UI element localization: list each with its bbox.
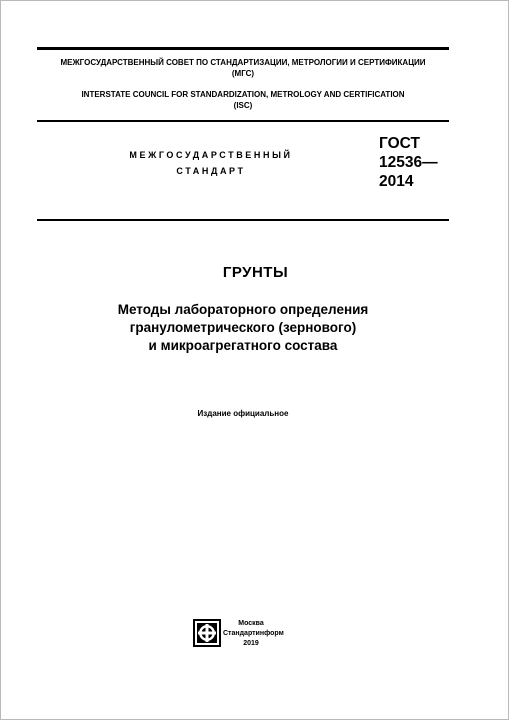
document-subtitle bbox=[41, 301, 445, 355]
council-name-en bbox=[37, 89, 449, 111]
document-title: ГРУНТЫ bbox=[222, 264, 289, 281]
standard-type bbox=[81, 147, 341, 179]
standard-type-line2: СТАНДАРТ bbox=[176, 166, 246, 176]
standartinform-logo-icon bbox=[193, 619, 221, 647]
council-en-abbr: (ISC) bbox=[233, 101, 253, 110]
gost-designation bbox=[379, 134, 438, 191]
subtitle-line3: и микроагрегатного состава bbox=[148, 338, 338, 353]
lower-rule bbox=[37, 219, 449, 221]
gost-year: 2014 bbox=[379, 173, 414, 190]
council-ru-abbr: (МГС) bbox=[231, 69, 255, 78]
council-ru-line1: МЕЖГОСУДАРСТВЕННЫЙ СОВЕТ ПО СТАНДАРТИЗАЦИИ, МЕТРОЛОГИИ И СЕРТИФИКАЦИИ bbox=[60, 58, 426, 67]
edition-label: Издание официальное bbox=[197, 409, 289, 418]
standard-type-line1: МЕЖГОСУДАРСТВЕННЫЙ bbox=[129, 150, 293, 160]
top-rule bbox=[37, 47, 449, 50]
council-name-ru bbox=[37, 57, 449, 79]
publisher-imprint bbox=[223, 619, 284, 649]
council-en-line1: INTERSTATE COUNCIL FOR STANDARDIZATION, METROLOGY AND CERTIFICATION bbox=[81, 90, 405, 99]
middle-rule bbox=[37, 120, 449, 122]
publisher-year: 2019 bbox=[243, 640, 259, 647]
subtitle-line2: гранулометрического (зернового) bbox=[129, 320, 357, 335]
gost-label: ГОСТ bbox=[379, 135, 420, 152]
publisher-city: Москва bbox=[238, 620, 264, 627]
subtitle-line1: Методы лабораторного определения bbox=[117, 302, 369, 317]
publisher-name: Стандартинформ bbox=[223, 630, 284, 637]
gost-number: 12536— bbox=[379, 154, 438, 171]
